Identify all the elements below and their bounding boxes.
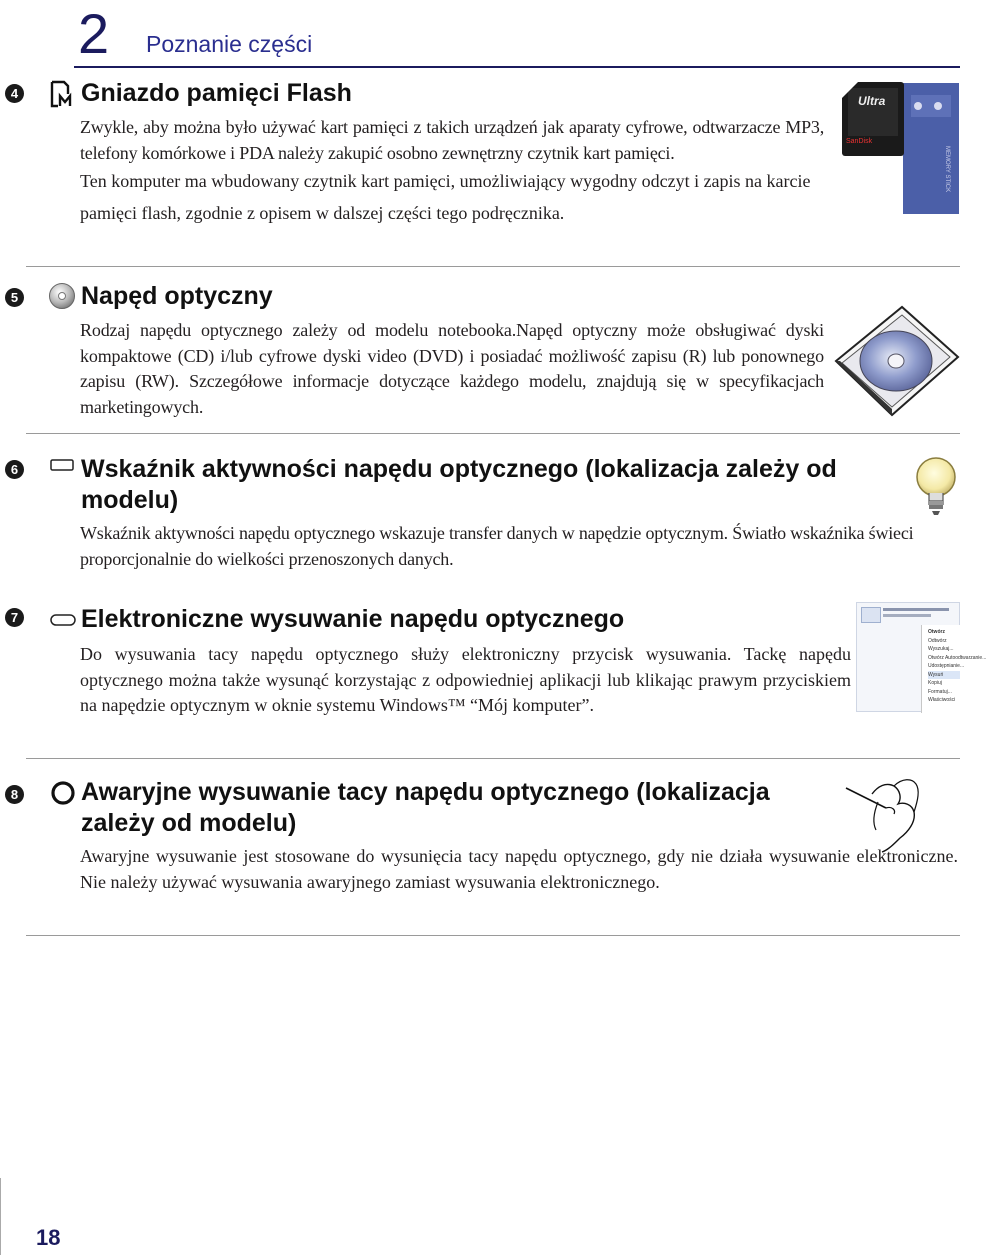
menu-item[interactable]: Kopiuj (928, 680, 942, 686)
activity-indicator-icon (50, 458, 74, 472)
memory-card-image (840, 80, 960, 215)
section-number-badge: 5 (5, 288, 24, 307)
section-divider (26, 935, 960, 936)
footer-rule (0, 1178, 1, 1255)
section-divider (26, 266, 960, 267)
drive-label-line (883, 608, 949, 611)
section-divider (26, 758, 960, 759)
menu-item[interactable]: Otwórz Autoodtwarzanie... (928, 654, 986, 661)
section-divider (26, 433, 960, 434)
section-number-badge: 6 (5, 460, 24, 479)
hand-pin-image (842, 772, 960, 854)
menu-item[interactable]: Odtwórz (928, 637, 947, 644)
paragraph: Do wysuwania tacy napędu optycznego służy elektroniczny przycisk wysuwania. Tackę napędu optycznego można także wysunąć korzystając z odpowiedniej aplikacji lub klikając prawym przyciskiem na napędzie optycznym w oknie systemu Windows™ “Mój komputer”. (80, 644, 851, 715)
cd-case-image (834, 305, 960, 417)
card-brand: SanDisk (846, 138, 873, 145)
eject-button-icon (50, 613, 76, 627)
card-label: Ultra (858, 94, 886, 108)
chapter-title: Poznanie części (146, 31, 313, 57)
menu-item[interactable]: Otwórz (928, 629, 945, 635)
section-number-badge: 8 (5, 785, 24, 804)
optical-disc-icon (48, 282, 76, 310)
stick-label: MEMORY STICK (944, 146, 950, 193)
menu-item[interactable]: Właściwości (928, 697, 956, 703)
drive-label-line (883, 614, 931, 617)
paragraph: Wskaźnik aktywności napędu optycznego wskazuje transfer danych w napędzie optycznym. Światło wskaźnika świeci proporcjonalnie do wielkości przenoszonych danych. (80, 523, 914, 569)
menu-item[interactable]: Formatuj... (928, 688, 952, 695)
section-title-electronic-eject: Elektroniczne wysuwanie napędu optycznego (81, 605, 625, 633)
section-number-badge: 7 (5, 608, 24, 627)
section-title-emergency-eject: Awaryjne wysuwanie tacy napędu optycznego (lokalizacja zależy od modelu) (81, 778, 770, 837)
menu-item[interactable]: Wyszukaj... (928, 646, 954, 652)
flash-slot-icon (50, 80, 76, 108)
section-title-optical-drive: Napęd optyczny (81, 282, 273, 310)
context-menu-image (856, 602, 986, 712)
light-bulb-image (912, 455, 960, 517)
paragraph: Awaryjne wysuwanie jest stosowane do wysunięcia tacy napędu optycznego, gdy nie działa wysuwanie elektroniczne. Nie należy używać wysuwania awaryjnego zamiast wysuwania elektronicznego. (80, 846, 958, 892)
context-menu (921, 625, 986, 713)
paragraph: Zwykle, aby można było używać kart pamięci z takich urządzeń jak aparaty cyfrowe, odtwarzacze MP3, telefony komórkowe i PDA należy zakupić osobno zewnętrzny czytnik kart pamięci. (80, 117, 824, 163)
menu-item[interactable]: Udostępnianie... (928, 663, 965, 669)
paragraph: Ten komputer ma wbudowany czytnik kart pamięci, umożliwiający wygodny odczyt i zapis na karcie pamięci flash, zgodnie z opisem w dalszej części tego podręcznika. (80, 171, 811, 223)
section-title-activity-indicator: Wskaźnik aktywności napędu optycznego (lokalizacja zależy od modelu) (81, 455, 837, 514)
chapter-number: 2 (78, 2, 110, 65)
drive-icon (861, 607, 881, 623)
paragraph: Rodzaj napędu optycznego zależy od modelu notebooka.Napęd optyczny może obsługiwać dyski kompaktowe (CD) i/lub cyfrowe dyski video (DVD) i posiadać możliwość zapisu (R) lub ponownego zapisu (RW). Szczegółowe informacje dotyczące każdego modelu, znajdują się w specyfikacjach marketingowych. (80, 320, 824, 417)
section-body-flash (80, 115, 824, 229)
emergency-eject-icon (50, 780, 76, 806)
menu-item-eject[interactable]: Wysuń (928, 671, 960, 680)
section-number-badge: 4 (5, 84, 24, 103)
header-rule (74, 66, 960, 68)
section-title-flash: Gniazdo pamięci Flash (81, 79, 352, 107)
page-number: 18 (36, 1225, 61, 1250)
